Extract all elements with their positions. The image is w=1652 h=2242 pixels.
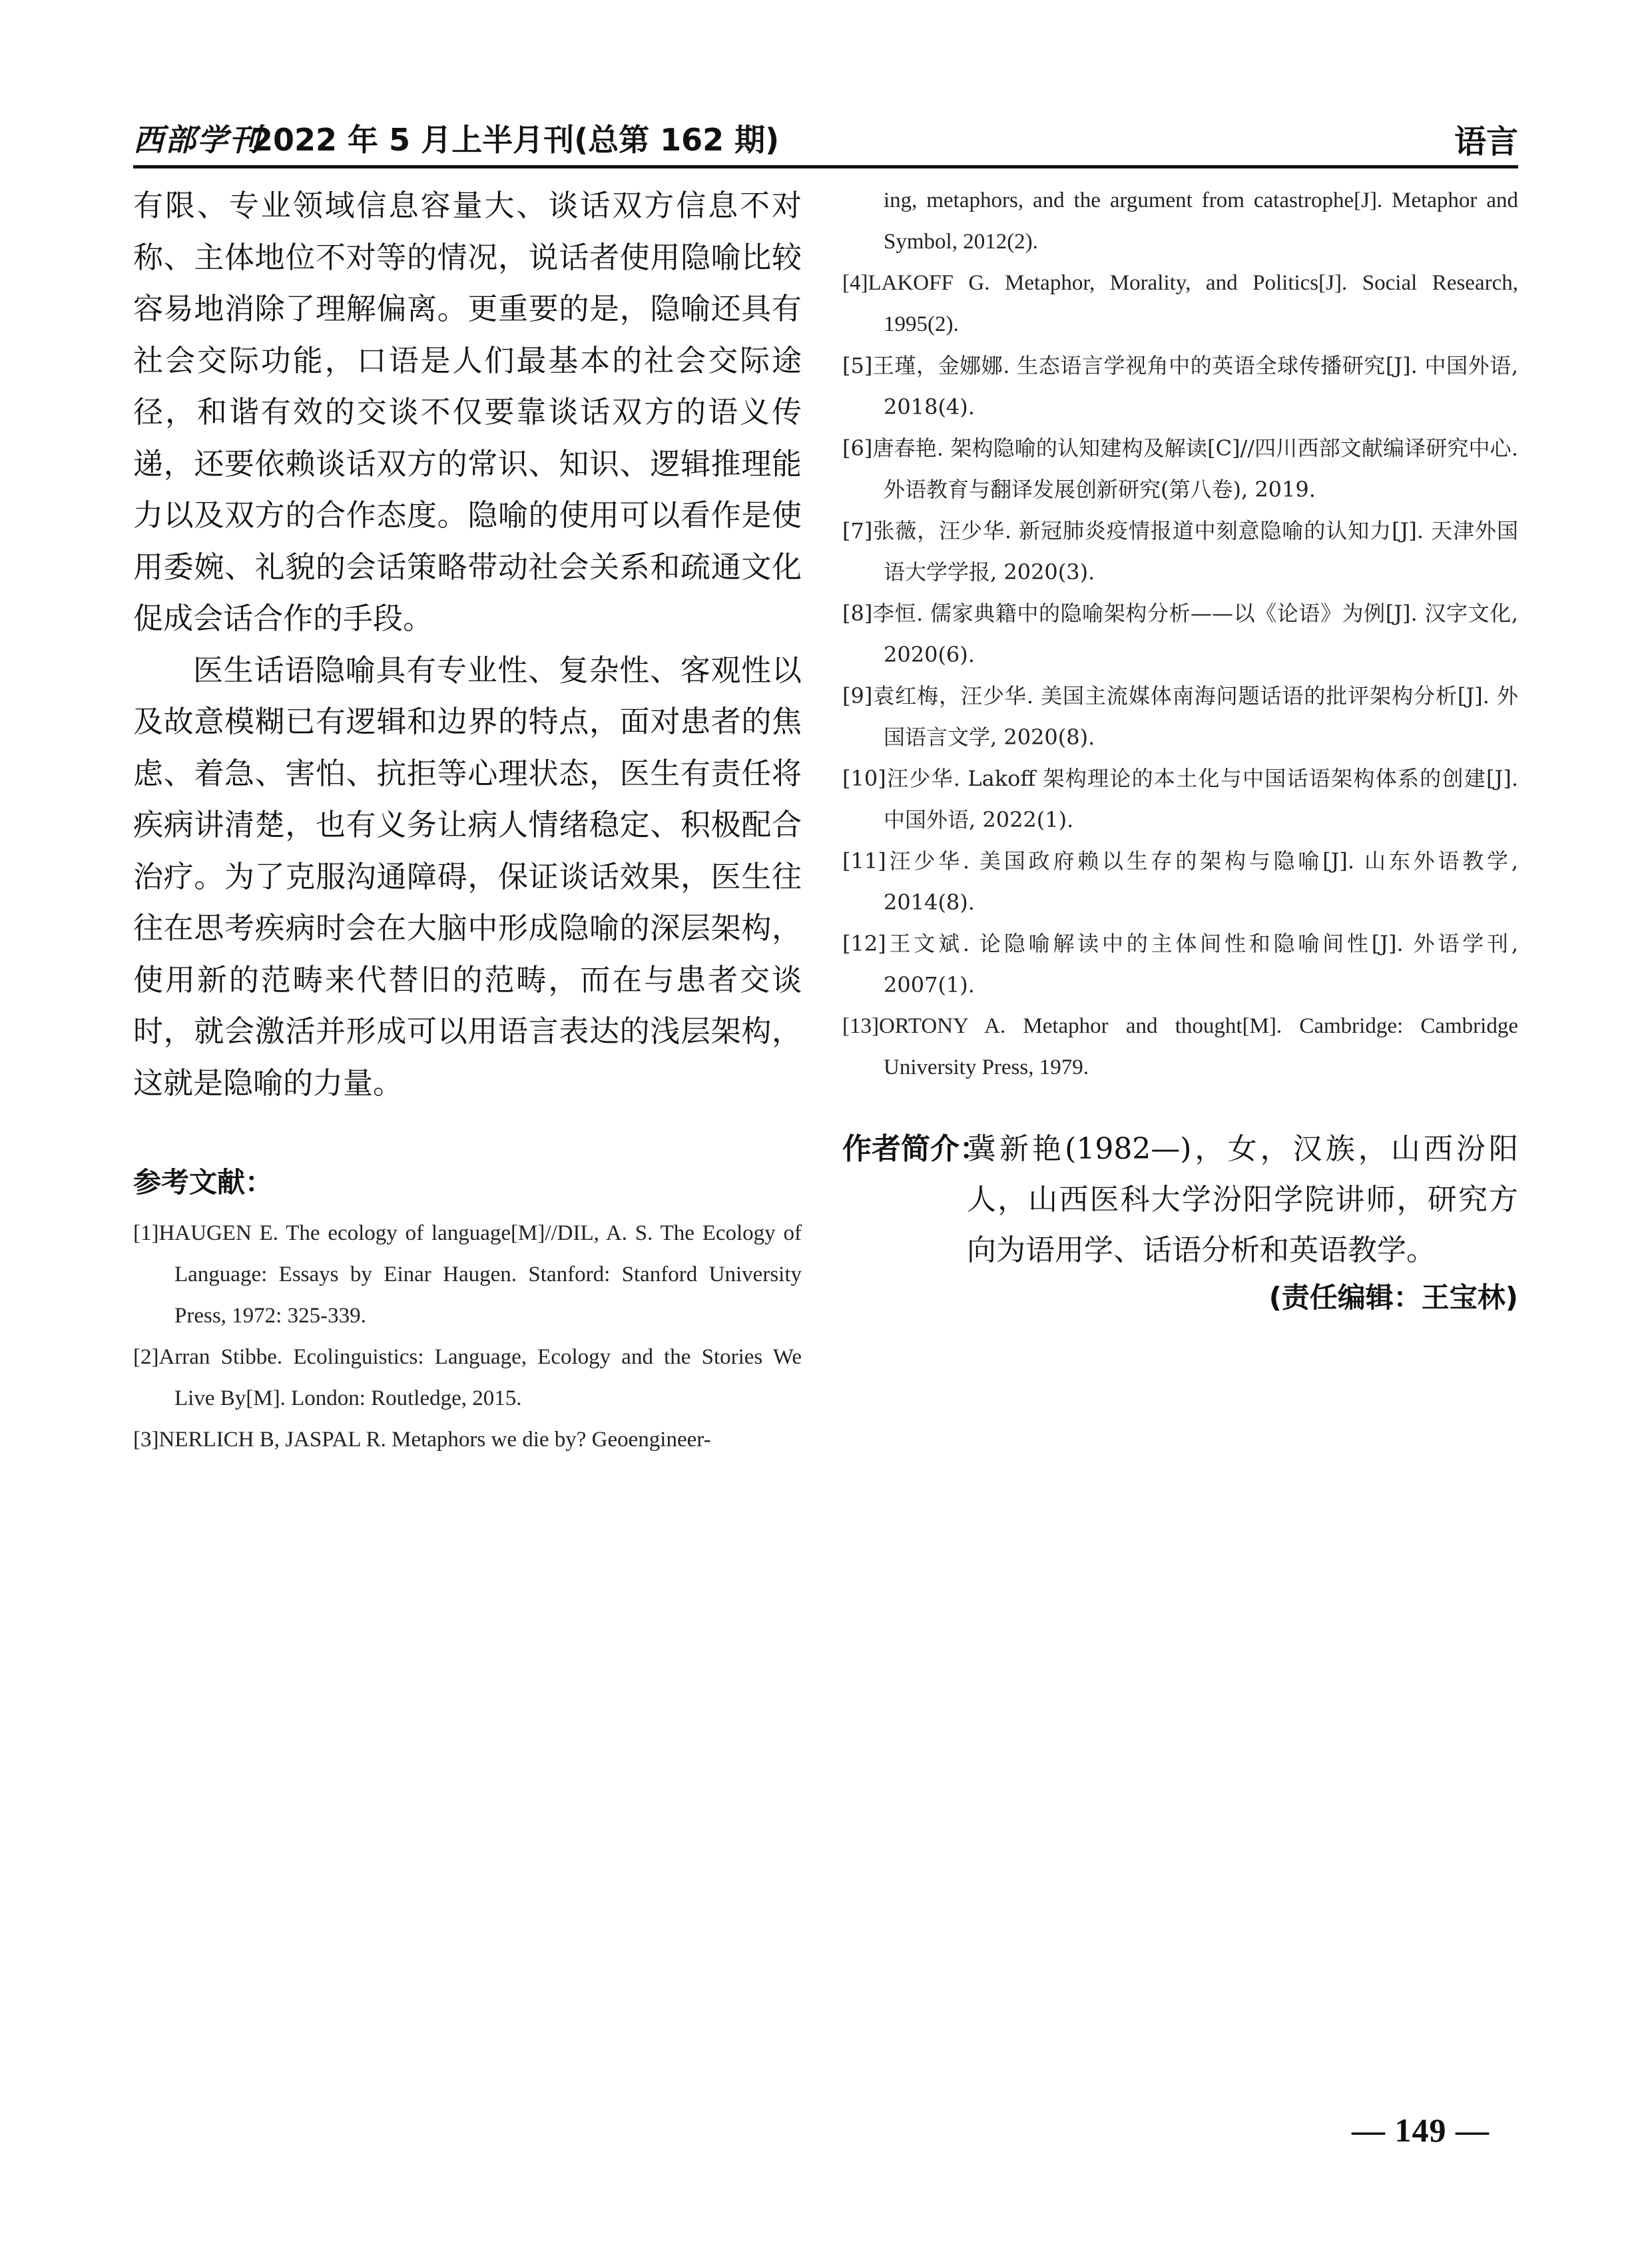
right-column — [842, 180, 1518, 1316]
reference-item: [5]王瑾，金娜娜. 生态语言学视角中的英语全球传播研究[J]. 中国外语, 2018(4). — [842, 353, 1518, 420]
reference-item: [1]HAUGEN E. The ecology of language[M]//DIL, A. S. The Ecology of Language: Essays by Einar Haugen. Stanford: Stanford University Press, 1972: 325-339. — [133, 1221, 802, 1328]
reference-continuation: ing, metaphors, and the argument from catastrophe[J]. Metaphor and Symbol, 2012(2). — [884, 188, 1518, 254]
author-bio — [842, 1124, 1518, 1276]
responsible-editor: (责任编辑：王宝林) — [1268, 1281, 1518, 1314]
page-number: — 149 — — [1352, 2111, 1490, 2149]
header-rule — [133, 165, 1518, 168]
section-label: 语言 — [1454, 123, 1518, 160]
author-bio-text: 冀新艳(1982—)，女，汉族，山西汾阳人，山西医科大学汾阳学院讲师，研究方向为语用学、话语分析和英语教学。 — [967, 1132, 1518, 1267]
issue-info: 2022 年 5 月上半月刊(总第 162 期) — [252, 122, 780, 158]
reference-item: [7]张薇，汪少华. 新冠肺炎疫情报道中刻意隐喻的认知力[J]. 天津外国语大学学报, 2020(3). — [842, 518, 1518, 585]
references-title: 参考文献： — [133, 1166, 274, 1199]
author-bio-label: 作者简介： — [842, 1132, 989, 1166]
reference-item: [4]LAKOFF G. Metaphor, Morality, and Politics[J]. Social Research, 1995(2). — [842, 271, 1518, 336]
left-column — [133, 180, 802, 1460]
reference-item: [8]李恒. 儒家典籍中的隐喻架构分析——以《论语》为例[J]. 汉字文化, 2020(6). — [842, 601, 1518, 667]
body-paragraph-2: 医生话语隐喻具有专业性、复杂性、客观性以及故意模糊已有逻辑和边界的特点，面对患者的焦虑、着急、害怕、抗拒等心理状态，医生有责任将疾病讲清楚，也有义务让病人情绪稳定、积极配合治疗。为了克服沟通障碍，保证谈话效果，医生往往在思考疾病时会在大脑中形成隐喻的深层架构，使用新的范畴来代替旧的范畴，而在与患者交谈时，就会激活并形成可以用语言表达的浅层架构，这就是隐喻的力量。 — [133, 652, 802, 1101]
reference-item: [12]王文斌. 论隐喻解读中的主体间性和隐喻间性[J]. 外语学刊, 2007(1). — [842, 931, 1518, 997]
reference-item: [9]袁红梅，汪少华. 美国主流媒体南海问题话语的批评架构分析[J]. 外国语言文学, 2020(8). — [842, 683, 1518, 750]
reference-item: [10]汪少华. Lakoff 架构理论的本土化与中国话语架构体系的创建[J]. 中国外语, 2022(1). — [842, 766, 1518, 832]
reference-item: [3]NERLICH B, JASPAL R. Metaphors we die by? Geoengineer- — [133, 1428, 711, 1452]
reference-item: [11]汪少华. 美国政府赖以生存的架构与隐喻[J]. 山东外语教学, 2014(8). — [842, 848, 1518, 915]
body-paragraph-1: 有限、专业领域信息容量大、谈话双方信息不对称、主体地位不对等的情况，说话者使用隐喻比较容易地消除了理解偏离。更重要的是，隐喻还具有社会交际功能，口语是人们最基本的社会交际途径，和谐有效的交谈不仅要靠谈话双方的语义传递，还要依赖谈话双方的常识、知识、逻辑推理能力以及双方的合作态度。隐喻的使用可以看作是使用委婉、礼貌的会话策略带动社会关系和疏通文化促成会话合作的手段。 — [133, 188, 802, 636]
reference-item: [2]Arran Stibbe. Ecolinguistics: Language, Ecology and the Stories We Live By[M]. London: Routledge, 2015. — [133, 1345, 802, 1410]
journal-logo: 西部学刊 — [133, 122, 261, 158]
reference-item: [6]唐春艳. 架构隐喻的认知建构及解读[C]//四川西部文献编译研究中心. 外语教育与翻译发展创新研究(第八卷), 2019. — [842, 435, 1518, 502]
page-header — [133, 115, 1518, 161]
reference-item: [13]ORTONY A. Metaphor and thought[M]. Cambridge: Cambridge University Press, 1979. — [842, 1014, 1518, 1079]
